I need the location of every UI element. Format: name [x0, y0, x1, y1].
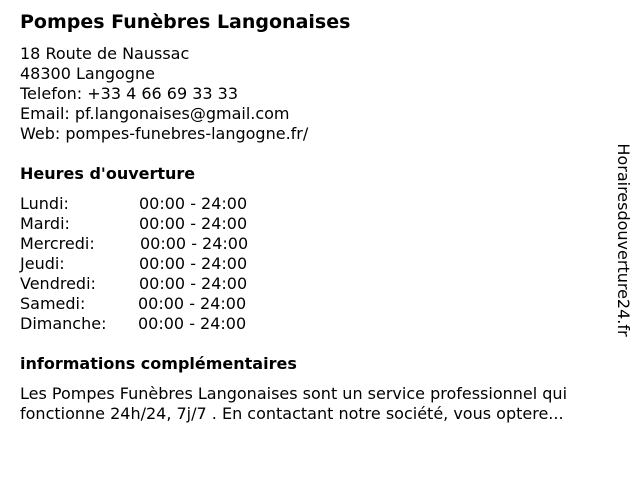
hours-time: 00:00 - 24:00 [139, 274, 248, 293]
email-line: Email: pf.langonaises@gmail.com [20, 104, 290, 123]
hours-time: 00:00 - 24:00 [138, 294, 247, 313]
hours-time: 00:00 - 24:00 [139, 214, 248, 233]
business-name: Pompes Funèbres Langonaises [20, 11, 351, 33]
hours-day: Dimanche: [20, 314, 107, 333]
phone-line: Telefon: +33 4 66 69 33 33 [20, 84, 239, 103]
hours-time: 00:00 - 24:00 [139, 194, 248, 213]
hours-day: Samedi: [20, 294, 86, 313]
info-line: Les Pompes Funèbres Langonaises sont un service professionnel qui [20, 384, 568, 403]
opening-hours-heading: Heures d'ouverture [20, 164, 196, 183]
hours-day: Jeudi: [20, 254, 65, 273]
additional-info-text [20, 384, 620, 424]
address-street: 18 Route de Naussac [20, 44, 190, 63]
hours-time: 00:00 - 24:00 [139, 254, 248, 273]
additional-info-heading: informations complémentaires [20, 354, 297, 373]
address-city: 48300 Langogne [20, 64, 155, 83]
hours-day: Mercredi: [20, 234, 95, 253]
hours-day: Mardi: [20, 214, 70, 233]
hours-time: 00:00 - 24:00 [138, 314, 247, 333]
website-line: Web: pompes-funebres-langogne.fr/ [20, 124, 309, 143]
info-line: fonctionne 24h/24, 7j/7 . En contactant notre société, vous optere... [20, 404, 564, 423]
contact-block [20, 44, 308, 144]
hours-day: Lundi: [20, 194, 69, 213]
hours-day: Vendredi: [20, 274, 96, 293]
site-brand-vertical: Horairesdouverture24.fr [614, 143, 633, 337]
hours-time: 00:00 - 24:00 [140, 234, 249, 253]
